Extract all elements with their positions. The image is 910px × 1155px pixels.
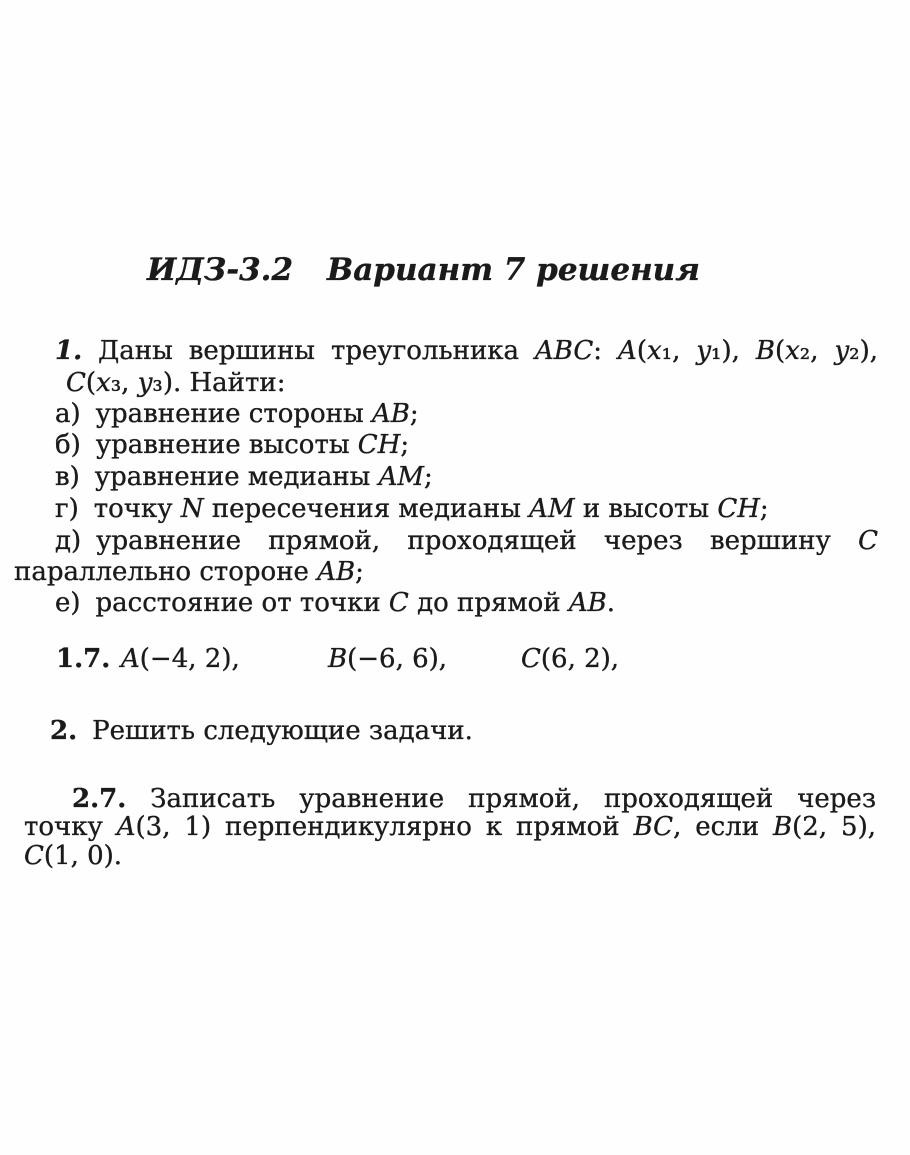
task-2-7-line2: точку A(3, 1) перпендикулярно к прямой BC, если B(2, 5), [24, 812, 876, 842]
header-title: Вариант 7 решения [327, 252, 700, 288]
problem1-item-b: б) уравнение высоты CH; [55, 430, 410, 460]
task-1-7-label: 1.7. [56, 644, 111, 674]
problem1-intro-line2: C(x₃, y₃). Найти: [66, 368, 286, 398]
problem1-intro-line1: 1. Даны вершины треугольника ABC: A(x₁, y₁), B(x₂, y₂), [55, 336, 878, 366]
task-2-7-line1: 2.7. Записать уравнение прямой, проходящей через [72, 784, 876, 814]
task-1-7-point-a: A(−4, 2), [121, 644, 240, 674]
problem1-item-v: в) уравнение медианы AM; [55, 462, 433, 492]
problem1-item-d-line1: д) уравнение прямой, проходящей через вершину C [55, 526, 878, 556]
task-2-7-line3: C(1, 0). [24, 841, 123, 871]
problem1-item-g: г) точку N пересечения медианы AM и высоты CH; [55, 494, 769, 524]
problem1-item-d-line2: параллельно стороне AB; [14, 557, 364, 587]
task-1-7-point-b: B(−6, 6), [328, 644, 448, 674]
header-code: ИДЗ-3.2 [147, 252, 294, 288]
problem2-intro: 2. Решить следующие задачи. [50, 716, 473, 746]
problem1-item-e: е) расстояние от точки C до прямой AB. [55, 588, 616, 618]
problem1-item-a: а) уравнение стороны AB; [55, 399, 419, 429]
task-1-7-point-c: C(6, 2), [521, 644, 620, 674]
